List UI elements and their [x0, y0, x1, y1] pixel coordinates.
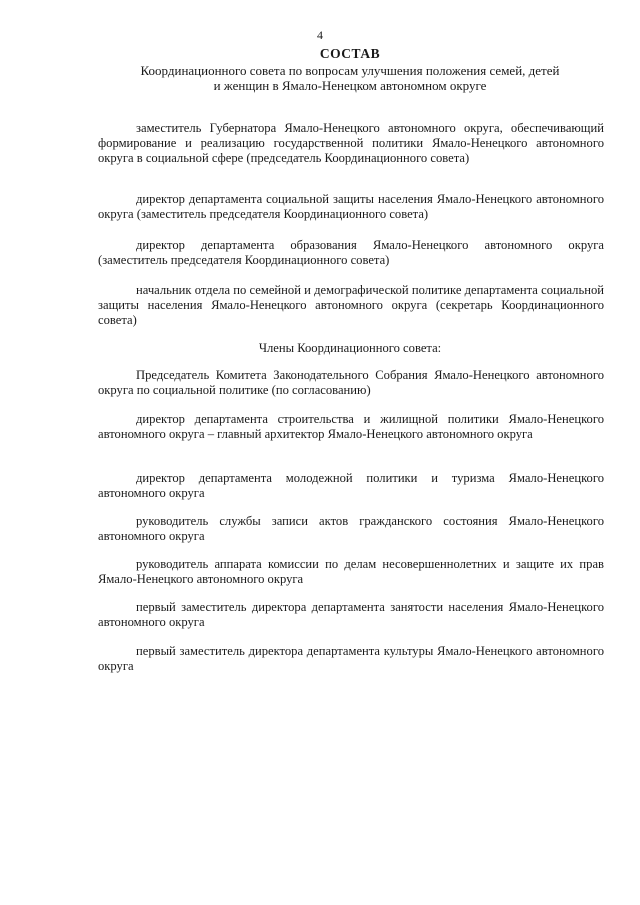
- members-heading: Члены Координационного совета:: [258, 341, 442, 355]
- list-item: руководитель службы записи актов гражданского состояния Ямало-Ненецкого автономного округа: [98, 514, 604, 544]
- list-item: директор департамента образования Ямало-Ненецкого автономного округа (заместитель председателя Координационного совета): [98, 238, 604, 268]
- list-item: директор департамента строительства и жилищной политики Ямало-Ненецкого автономного округа – главный архитектор Ямало-Ненецкого автономного округа: [98, 412, 604, 442]
- page-number: 4: [317, 28, 323, 42]
- subtitle-line-1: Координационного совета по вопросам улучшения положения семей, детей: [140, 63, 560, 78]
- document-subtitle: [100, 63, 600, 93]
- list-item: начальник отдела по семейной и демографической политике департамента социальной защиты населения Ямало-Ненецкого автономного округа (секретарь Координационного совета): [98, 283, 604, 328]
- document-title: СОСТАВ: [319, 46, 381, 61]
- list-item: первый заместитель директора департамента занятости населения Ямало-Ненецкого автономного округа: [98, 600, 604, 630]
- list-item: Председатель Комитета Законодательного Собрания Ямало-Ненецкого автономного округа по социальной политике (по согласованию): [98, 368, 604, 398]
- list-item: заместитель Губернатора Ямало-Ненецкого автономного округа, обеспечивающий формирование и реализацию государственной политики Ямало-Ненецкого автономного округа в социальной сфере (председатель Координационного совета): [98, 121, 604, 166]
- list-item: директор департамента молодежной политики и туризма Ямало-Ненецкого автономного округа: [98, 471, 604, 501]
- list-item: руководитель аппарата комиссии по делам несовершеннолетних и защите их прав Ямало-Ненецкого автономного округа: [98, 557, 604, 587]
- list-item: директор департамента социальной защиты населения Ямало-Ненецкого автономного округа (заместитель председателя Координационного совета): [98, 192, 604, 222]
- subtitle-line-2: и женщин в Ямало-Ненецком автономном округе: [213, 78, 487, 93]
- list-item: первый заместитель директора департамента культуры Ямало-Ненецкого автономного округа: [98, 644, 604, 674]
